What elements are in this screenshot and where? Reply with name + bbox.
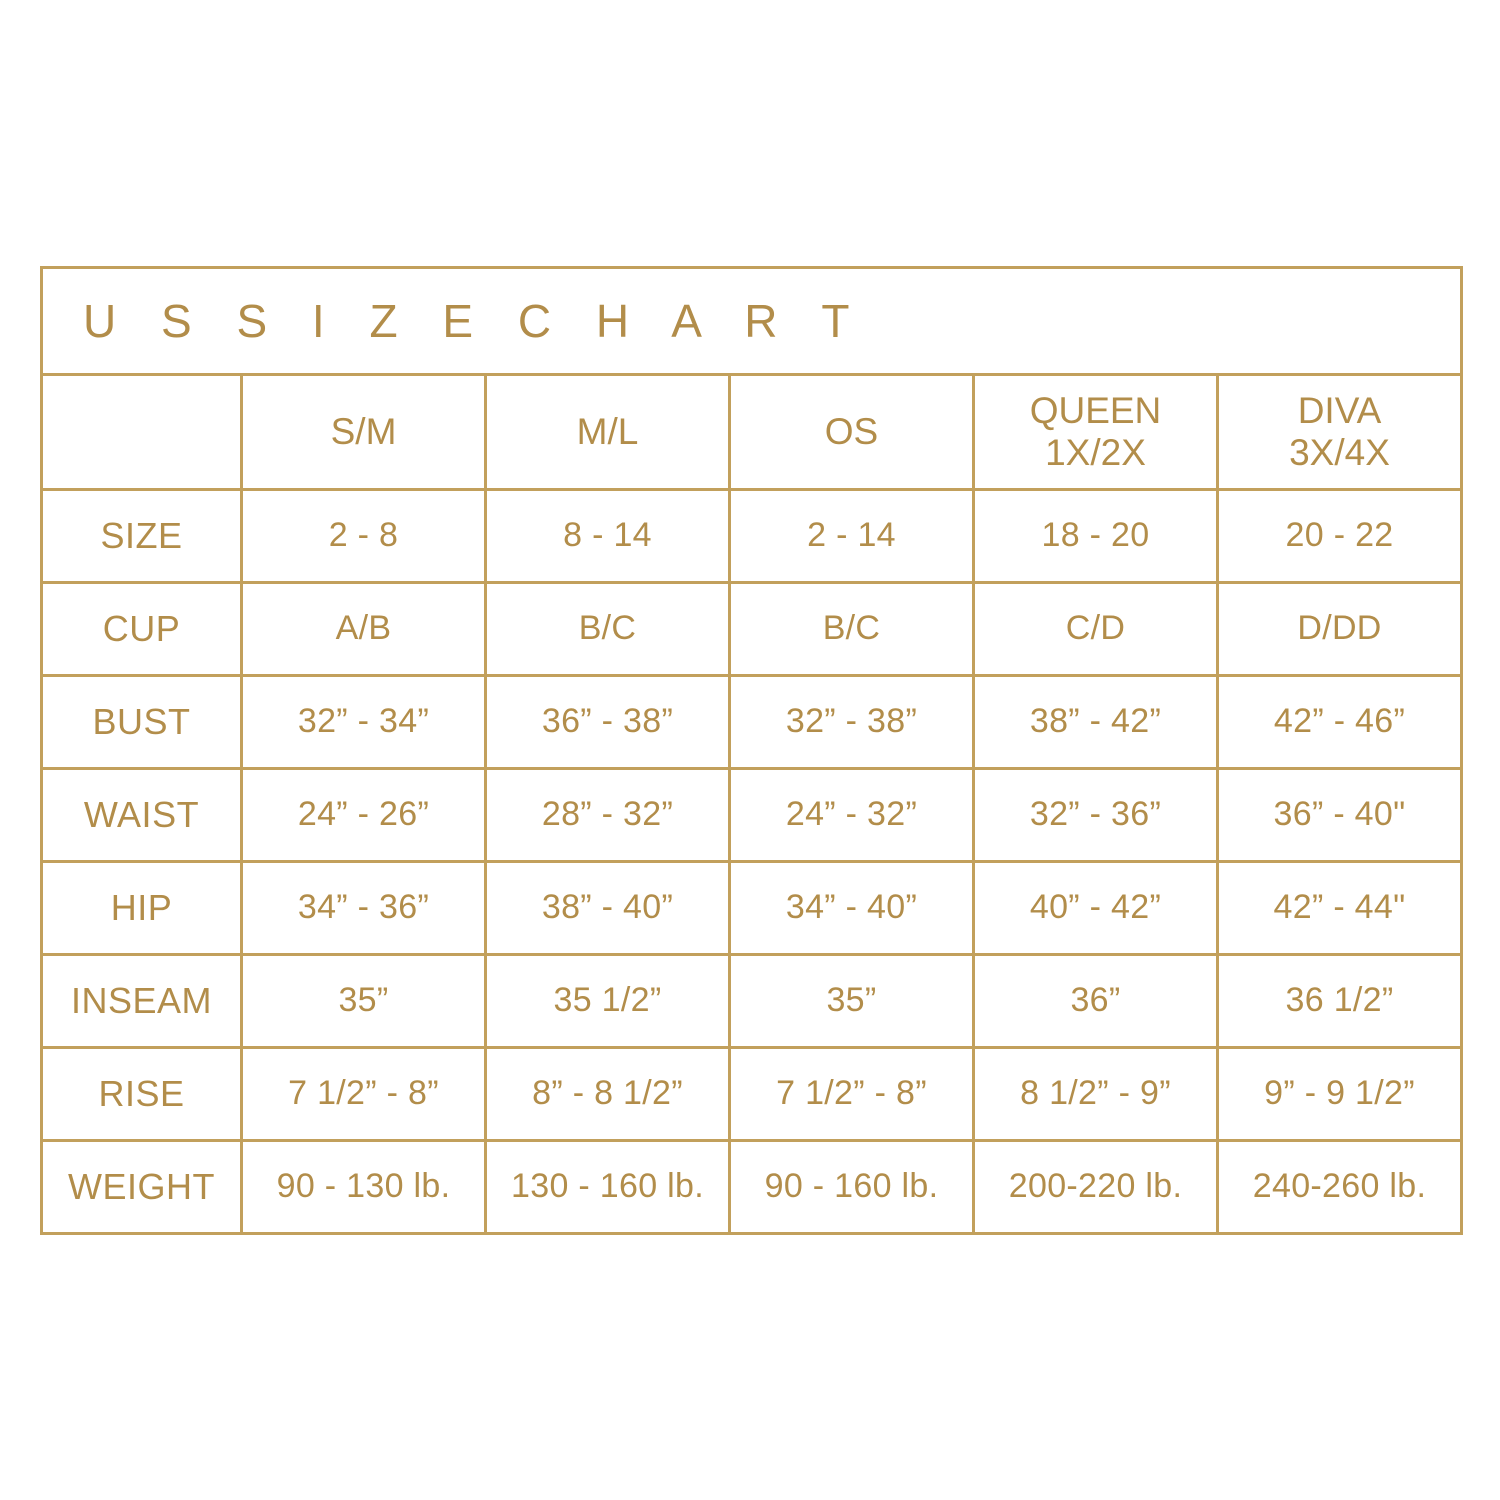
cell-hip-sm: 34” - 36” [242,861,486,954]
table-row [42,1047,1462,1140]
header-row [42,374,1462,489]
cell-bust-queen: 38” - 42” [974,675,1218,768]
cell-hip-ml: 38” - 40” [486,861,730,954]
cell-weight-os: 90 - 160 lb. [730,1140,974,1233]
cell-bust-diva: 42” - 46” [1218,675,1462,768]
table-row [42,582,1462,675]
table-row [42,675,1462,768]
cell-rise-ml: 8” - 8 1/2” [486,1047,730,1140]
cell-waist-queen: 32” - 36” [974,768,1218,861]
row-label-hip: HIP [42,861,242,954]
cell-rise-os: 7 1/2” - 8” [730,1047,974,1140]
header-cell-queen [974,374,1218,489]
cell-bust-ml: 36” - 38” [486,675,730,768]
table-row [42,489,1462,582]
header-cell-diva [1218,374,1462,489]
cell-rise-diva: 9” - 9 1/2” [1218,1047,1462,1140]
cell-cup-queen: C/D [974,582,1218,675]
cell-hip-os: 34” - 40” [730,861,974,954]
cell-inseam-queen: 36” [974,954,1218,1047]
table-row [42,954,1462,1047]
cell-size-os: 2 - 14 [730,489,974,582]
cell-bust-sm: 32” - 34” [242,675,486,768]
cell-weight-queen: 200-220 lb. [974,1140,1218,1233]
row-label-weight: WEIGHT [42,1140,242,1233]
cell-size-diva: 20 - 22 [1218,489,1462,582]
cell-size-queen: 18 - 20 [974,489,1218,582]
cell-weight-sm: 90 - 130 lb. [242,1140,486,1233]
table-row [42,861,1462,954]
title-row [42,267,1462,374]
header-cell-sm [242,374,486,489]
header-label-sm: S/M [330,410,397,452]
cell-waist-diva: 36” - 40" [1218,768,1462,861]
cell-weight-ml: 130 - 160 lb. [486,1140,730,1233]
header-label-queen: QUEEN [1029,390,1162,432]
header-label-ml: M/L [576,410,639,452]
cell-size-ml: 8 - 14 [486,489,730,582]
table-row [42,768,1462,861]
size-chart-container [40,266,1460,1235]
header-sublabel-queen: 1X/2X [1045,431,1146,473]
cell-cup-sm: A/B [242,582,486,675]
cell-bust-os: 32” - 38” [730,675,974,768]
row-label-rise: RISE [42,1047,242,1140]
row-label-cup: CUP [42,582,242,675]
cell-inseam-diva: 36 1/2” [1218,954,1462,1047]
cell-rise-sm: 7 1/2” - 8” [242,1047,486,1140]
cell-inseam-ml: 35 1/2” [486,954,730,1047]
header-label-os: OS [824,410,879,452]
header-cell-blank [42,374,242,489]
row-label-bust: BUST [42,675,242,768]
cell-cup-diva: D/DD [1218,582,1462,675]
cell-inseam-sm: 35” [242,954,486,1047]
chart-title: U S S I Z E C H A R T [42,267,1462,374]
cell-size-sm: 2 - 8 [242,489,486,582]
cell-waist-sm: 24” - 26” [242,768,486,861]
cell-weight-diva: 240-260 lb. [1218,1140,1462,1233]
cell-rise-queen: 8 1/2” - 9” [974,1047,1218,1140]
header-cell-ml [486,374,730,489]
cell-waist-os: 24” - 32” [730,768,974,861]
cell-hip-queen: 40” - 42” [974,861,1218,954]
header-cell-os [730,374,974,489]
table-row [42,1140,1462,1233]
us-size-chart-table [40,266,1463,1235]
row-label-size: SIZE [42,489,242,582]
cell-cup-ml: B/C [486,582,730,675]
row-label-waist: WAIST [42,768,242,861]
header-sublabel-diva: 3X/4X [1289,431,1390,473]
cell-hip-diva: 42” - 44" [1218,861,1462,954]
cell-cup-os: B/C [730,582,974,675]
row-label-inseam: INSEAM [42,954,242,1047]
cell-inseam-os: 35” [730,954,974,1047]
header-label-diva: DIVA [1297,390,1382,432]
cell-waist-ml: 28” - 32” [486,768,730,861]
